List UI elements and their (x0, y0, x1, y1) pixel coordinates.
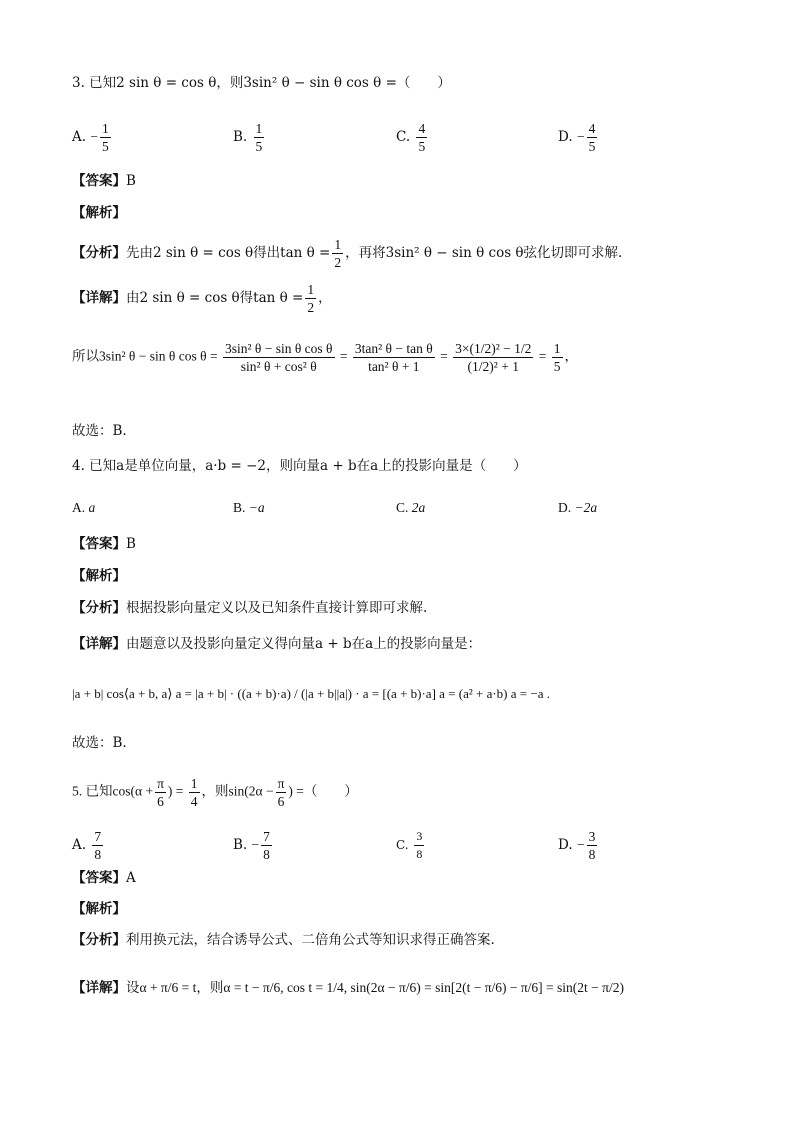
q3-choose: 故选：B. (72, 423, 127, 439)
q3-answer: 【答案】B (72, 173, 136, 189)
q4-option-c[interactable]: C. 2a (396, 500, 426, 515)
q4-fenxi: 【分析】根据投影向量定义以及已知条件直接计算即可求解. (72, 600, 428, 616)
q3-analysis-heading: 【解析】 (72, 205, 126, 221)
q4-xiangjie: 【详解】由题意以及投影向量定义得向量a + b在a上的投影向量是： (72, 636, 482, 652)
q3-option-d[interactable]: D. − $\frac{4}{5}$ (558, 121, 596, 154)
q3-option-c[interactable]: C. $\frac{4}{5}$ (396, 121, 426, 154)
q5-option-d[interactable]: D. − $\frac{3}{8}$ (558, 829, 596, 862)
q5-option-a[interactable]: A. $\frac{7}{8}$ (72, 829, 102, 862)
q5-option-b[interactable]: B. − $\frac{7}{8}$ (233, 829, 270, 862)
q4-option-d[interactable]: D. −2a (558, 500, 598, 515)
q5-stem: 5. 已知cos(α + $\frac{\pi}{6}$ ) = $\frac{1}{4}$ ，则sin(2α − $\frac{\pi}{6}$ ) =（ ） (72, 776, 358, 809)
q3-option-a[interactable]: A. − $\frac{1}{5}$ (72, 121, 109, 154)
q3-fenxi: 【分析】先由2 sin θ = cos θ得出tan θ = $\frac{1}{2}$ ，再将3sin² θ − sin θ cos θ弦化切即可求解. (72, 237, 623, 270)
q4-answer: 【答案】B (72, 536, 136, 552)
q5-xiangjie: 【详解】设α + π/6 = t，则α = t − π/6, cos t = 1/4, sin(2α − π/6) = sin[2(t − π/6) − π/6] = sin(2t − π/2) (72, 980, 624, 996)
q4-option-b[interactable]: B. −a (233, 500, 265, 515)
q4-analysis-heading: 【解析】 (72, 568, 126, 584)
q3-calculation: 所以3sin² θ − sin θ cos θ = $\frac{\text{3sin² θ − sin θ cos θ}}{\text{sin² θ + cos² θ}}$ = $\frac{\text{3tan² θ − tan θ}}{\text{tan² θ + 1}}$ = $\frac{\text{3×(1/2)² − 1/2}}{\text{(1/2)² + 1}}$ = $\frac{1}{5}$ ， (72, 341, 579, 374)
q5-answer: 【答案】A (72, 870, 136, 886)
q5-option-c[interactable]: C. $\frac{3}{8}$ (396, 829, 423, 861)
q4-formula: |a + b| cos⟨a + b, a⟩ a = |a + b| · ((a + b)·a) / (|a + b||a|) · a = [(a + b)·a] a = (a² + a·b) a = −a . (72, 686, 550, 701)
q3-option-b[interactable]: B. $\frac{1}{5}$ (233, 121, 263, 154)
q4-option-a[interactable]: A. a (72, 500, 96, 515)
q5-analysis-heading: 【解析】 (72, 901, 126, 917)
q3-xiangjie: 【详解】由2 sin θ = cos θ得tan θ = $\frac{1}{2}$ ， (72, 282, 332, 315)
q3-stem: 3. 已知2 sin θ = cos θ，则3sin² θ − sin θ cos θ =（ ） (72, 75, 451, 91)
q5-fenxi: 【分析】利用换元法，结合诱导公式、二倍角公式等知识求得正确答案. (72, 932, 495, 948)
q4-choose: 故选：B. (72, 735, 127, 751)
q4-stem: 4. 已知a是单位向量，a·b = −2，则向量a + b在a上的投影向量是（ ） (72, 458, 527, 474)
